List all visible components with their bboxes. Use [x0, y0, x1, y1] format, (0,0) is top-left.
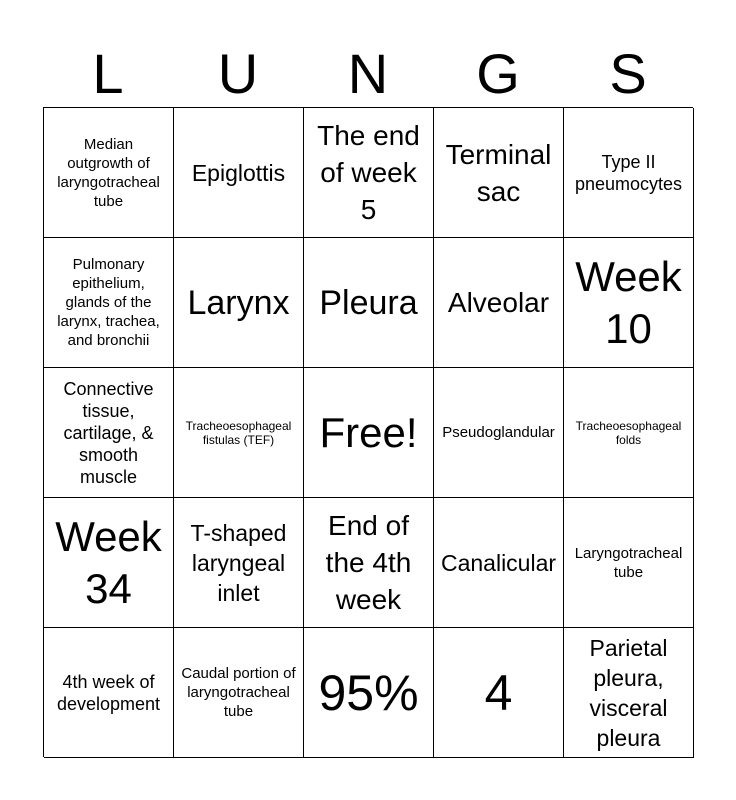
cell-text: Caudal portion of laryngotracheal tube [181, 665, 296, 720]
bingo-header [43, 40, 693, 108]
bingo-cell-r5-c4[interactable] [434, 628, 564, 758]
cell-text: Week 10 [575, 252, 682, 352]
header-letter-n: N [347, 42, 389, 105]
bingo-cell-r5-c1[interactable] [44, 628, 174, 758]
bingo-cell-r3-c2[interactable] [174, 368, 304, 498]
bingo-cell-r1-c1[interactable] [44, 108, 174, 238]
cell-text: 95% [318, 664, 419, 721]
bingo-cell-r2-c5[interactable] [564, 238, 694, 368]
bingo-board [43, 107, 693, 757]
bingo-cell-r2-c2[interactable] [174, 238, 304, 368]
cell-text: Tracheoesophageal fistulas (TEF) [185, 418, 292, 447]
cell-text: 4th week of development [56, 671, 161, 714]
bingo-cell-r5-c2[interactable] [174, 628, 304, 758]
cell-text: Terminal sac [445, 138, 552, 207]
cell-text: The end of week 5 [317, 120, 420, 225]
bingo-cell-r2-c1[interactable] [44, 238, 174, 368]
cell-text: Tracheoesophageal folds [575, 418, 682, 447]
bingo-cell-r2-c3[interactable] [304, 238, 434, 368]
bingo-cell-r1-c5[interactable] [564, 108, 694, 238]
bingo-cell-r3-c1[interactable] [44, 368, 174, 498]
cell-text: T-shaped laryngeal inlet [190, 519, 287, 606]
cell-text: Median outgrowth of laryngotracheal tube [57, 135, 160, 210]
bingo-cell-r4-c5[interactable] [564, 498, 694, 628]
bingo-cell-r1-c3[interactable] [304, 108, 434, 238]
cell-text: Type II pneumocytes [574, 151, 683, 194]
bingo-cell-r3-c4[interactable] [434, 368, 564, 498]
cell-text: Larynx [187, 283, 290, 322]
cell-text: 4 [484, 664, 513, 721]
cell-text: Pseudoglandular [442, 424, 555, 441]
cell-text: Epiglottis [191, 159, 286, 186]
bingo-cell-r4-c3[interactable] [304, 498, 434, 628]
bingo-cell-r4-c2[interactable] [174, 498, 304, 628]
bingo-cell-r4-c4[interactable] [434, 498, 564, 628]
bingo-cell-r5-c3[interactable] [304, 628, 434, 758]
header-letter-g: G [476, 42, 520, 105]
cell-text: Laryngotracheal tube [574, 544, 683, 581]
cell-text: End of the 4th week [325, 510, 412, 615]
cell-text: Week 34 [55, 512, 162, 612]
bingo-cell-r3-c5[interactable] [564, 368, 694, 498]
bingo-cell-r2-c4[interactable] [434, 238, 564, 368]
bingo-cell-r4-c1[interactable] [44, 498, 174, 628]
free-space-text: Free! [319, 408, 418, 456]
bingo-cell-r5-c5[interactable] [564, 628, 694, 758]
bingo-cell-r3-c3-free[interactable] [304, 368, 434, 498]
cell-text: Connective tissue, cartilage, & smooth muscle [63, 378, 154, 487]
cell-text: Pleura [319, 283, 418, 322]
cell-text: Pulmonary epithelium, glands of the larynx, trachea, and bronchii [57, 256, 160, 349]
cell-text: Alveolar [447, 287, 550, 318]
header-letter-u: U [217, 42, 259, 105]
header-letter-l: L [92, 42, 124, 105]
cell-text: Canalicular [440, 549, 557, 576]
bingo-cell-r1-c2[interactable] [174, 108, 304, 238]
header-letter-s: S [609, 42, 647, 105]
cell-text: Parietal pleura, visceral pleura [589, 634, 668, 751]
bingo-cell-r1-c4[interactable] [434, 108, 564, 238]
